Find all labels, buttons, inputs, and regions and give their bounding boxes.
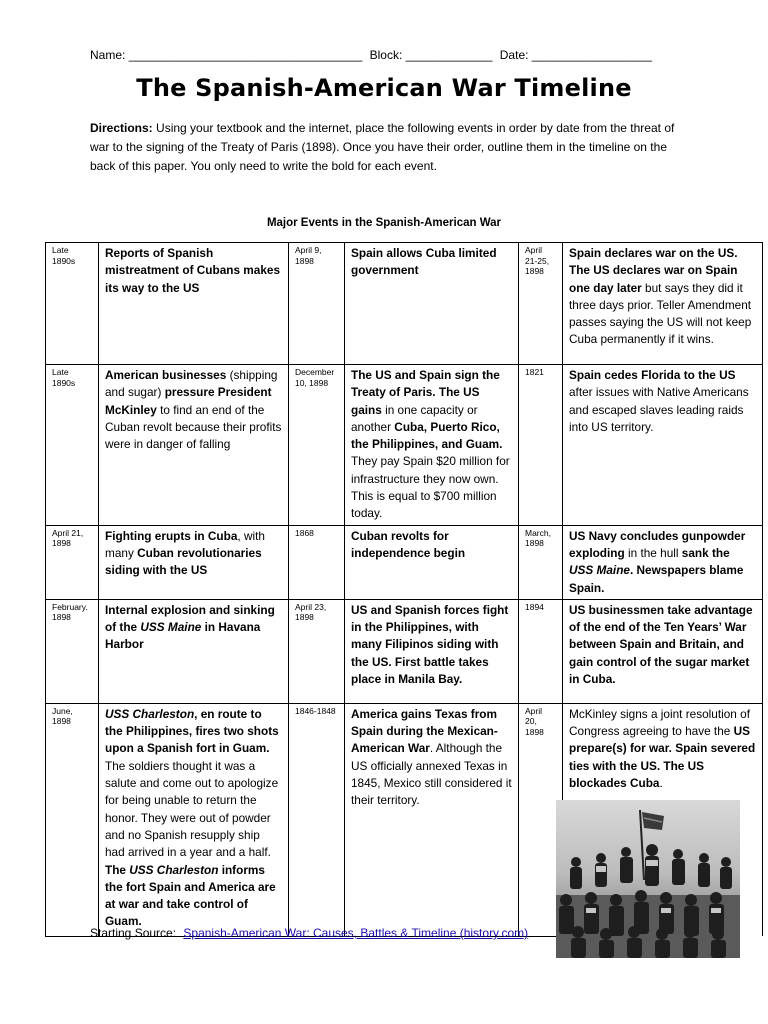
event-description: Fighting erupts in Cuba, with many Cuban revolutionaries siding with the US [99, 525, 289, 599]
table-row [46, 365, 763, 526]
event-description: Internal explosion and sinking of the USS Maine in Havana Harbor [99, 599, 289, 703]
rough-riders-photo [556, 800, 740, 958]
name-label: Name: [90, 48, 126, 62]
table-row [46, 243, 763, 365]
event-description: US Navy concludes gunpowder exploding in the hull sank the USS Maine. Newspapers blame Spain. [563, 525, 763, 599]
date-blank[interactable]: __________________ [531, 48, 652, 62]
source-line [90, 926, 528, 940]
table-row [46, 599, 763, 703]
event-date: March, 1898 [519, 525, 563, 599]
event-date: Late 1890s [46, 243, 99, 365]
event-description: Reports of Spanish mistreatment of Cubans makes its way to the US [99, 243, 289, 365]
name-blank[interactable]: ___________________________________ [128, 48, 363, 62]
event-date: April 21-25, 1898 [519, 243, 563, 365]
event-description: USS Charleston, en route to the Philippines, fires two shots upon a Spanish fort in Guam. The soldiers thought it was a salute and come out to apologize for being unable to return the honor. They were out of powder and no Spanish resupply ship had arrived in a year and a half. The USS Charleston informs the fort Spain and America are at war and take control of Guam. [99, 703, 289, 936]
event-date: April 23, 1898 [289, 599, 345, 703]
event-date: 1868 [289, 525, 345, 599]
source-link[interactable]: Spanish-American War: Causes, Battles & Timeline (history.com) [183, 926, 529, 940]
date-label: Date: [499, 48, 529, 62]
event-date: 1821 [519, 365, 563, 526]
event-date: April 9, 1898 [289, 243, 345, 365]
source-label: Starting Source: [90, 926, 177, 940]
table-row [46, 525, 763, 599]
event-description: Spain cedes Florida to the US after issues with Native Americans and escaped slaves leading raids into US territory. [563, 365, 763, 526]
event-date: April 20, 1898 [519, 703, 563, 936]
block-label: Block: [369, 48, 403, 62]
event-description: American businesses (shipping and sugar) pressure President McKinley to find an end of the Cuban revolt because their profits were in danger of falling [99, 365, 289, 526]
event-date: December 10, 1898 [289, 365, 345, 526]
directions-text: Using your textbook and the internet, place the following events in order by date from the threat of war to the signing of the Treaty of Paris (1898). Once you have their order, outline them in the timeline on the back of this paper. You only need to write the bold for each event. [90, 121, 675, 173]
event-date: 1894 [519, 599, 563, 703]
event-description: Spain declares war on the US. The US declares war on Spain one day later but says they did it three days prior. Teller Amendment passes saying the US will not keep Cuba permanently if it wins. [563, 243, 763, 365]
table-caption: Major Events in the Spanish-American War [266, 217, 502, 229]
event-description: McKinley signs a joint resolution of Congress agreeing to have the US prepare(s) for war. Spain severed ties with the US. The US blockades Cuba. [563, 703, 763, 936]
event-description: US businessmen take advantage of the end of the Ten Years’ War between Spain and Britain, and gain control of the sugar market in Cuba. [563, 599, 763, 703]
directions [90, 119, 690, 176]
event-description: Spain allows Cuba limited government [345, 243, 519, 365]
event-date: Late 1890s [46, 365, 99, 526]
event-date: February. 1898 [46, 599, 99, 703]
event-date: June, 1898 [46, 703, 99, 936]
directions-label: Directions: [90, 121, 153, 135]
page-title: The Spanish-American War Timeline [136, 74, 632, 102]
block-blank[interactable]: _____________ [405, 48, 493, 62]
event-date: April 21, 1898 [46, 525, 99, 599]
event-description: America gains Texas from Spain during the Mexican-American War. Although the US officially annexed Texas in 1845, Mexico still considered it their territory. [345, 703, 519, 936]
event-description: The US and Spain sign the Treaty of Paris. The US gains in one capacity or another Cuba, Puerto Rico, the Philippines, and Guam. They pay Spain $20 million for infrastructure they now own. This is equal to $700 million today. [345, 365, 519, 526]
event-date: 1846-1848 [289, 703, 345, 936]
event-description: Cuban revolts for independence begin [345, 525, 519, 599]
student-info-line [90, 48, 652, 62]
event-description: US and Spanish forces fight in the Philippines, with many Filipinos siding with the US. First battle takes place in Manila Bay. [345, 599, 519, 703]
